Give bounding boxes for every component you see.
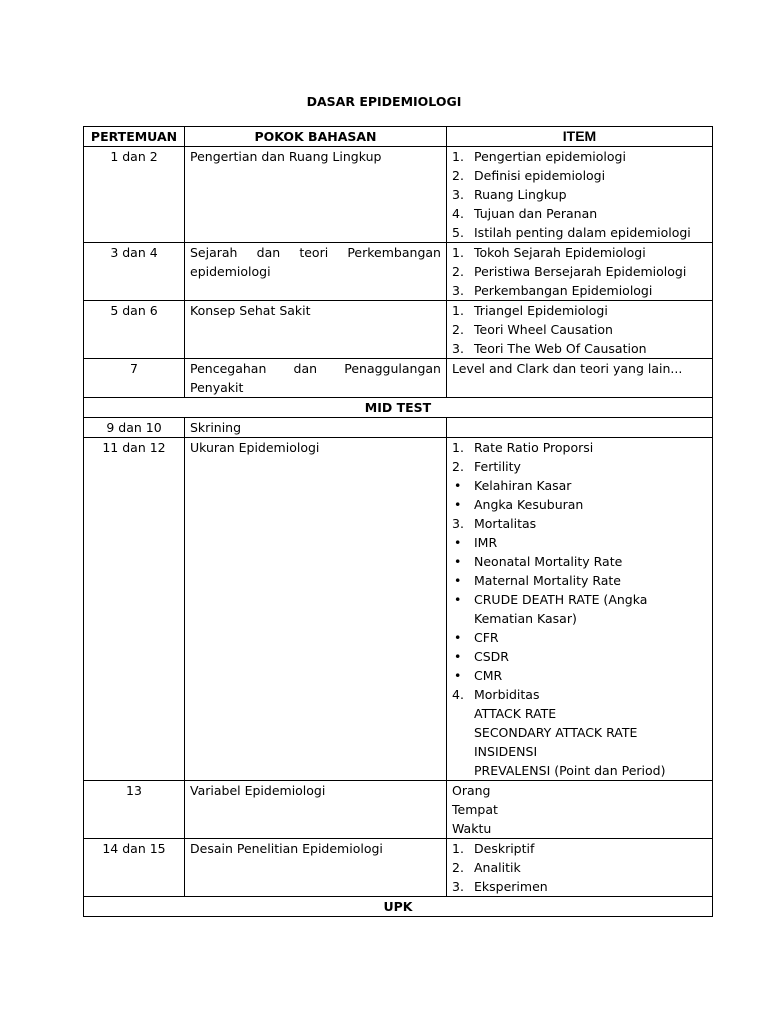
topic-word: teori	[299, 245, 329, 260]
header-topic: POKOK BAHASAN	[185, 127, 447, 147]
list-item-text: Tokoh Sejarah Epidemiologi	[474, 245, 646, 260]
section-row	[84, 398, 713, 418]
list-marker: 3.	[452, 283, 464, 298]
table-row	[84, 438, 713, 781]
list-item	[452, 301, 707, 320]
list-item-text: CFR	[474, 630, 499, 645]
section-label-mid-test: MID TEST	[84, 398, 713, 418]
item-cell	[447, 781, 713, 839]
list-item	[452, 166, 707, 185]
list-item	[452, 476, 707, 495]
list-item	[452, 147, 707, 166]
list-item	[452, 723, 707, 742]
list-item	[452, 320, 707, 339]
topic-word: Penaggulangan	[344, 361, 441, 376]
list-marker: 3.	[452, 879, 464, 894]
list-item-text: IMR	[474, 535, 498, 550]
list-item-text: Teori Wheel Causation	[474, 322, 613, 337]
section-row	[84, 897, 713, 917]
meeting-cell: 5 dan 6	[84, 301, 185, 359]
bullet-icon: •	[454, 668, 462, 683]
meeting-cell: 1 dan 2	[84, 147, 185, 243]
topic-line	[190, 359, 441, 378]
list-item	[452, 571, 707, 590]
list-item	[452, 339, 707, 358]
list-item	[452, 647, 707, 666]
list-marker: 2.	[452, 322, 464, 337]
item-cell	[447, 438, 713, 781]
list-item	[452, 533, 707, 552]
list-item-text: Istilah penting dalam epidemiologi	[474, 225, 691, 240]
bullet-icon: •	[454, 478, 462, 493]
list-item-text: Peristiwa Bersejarah Epidemiologi	[474, 264, 687, 279]
list-item-text: Neonatal Mortality Rate	[474, 554, 623, 569]
topic-cell: Desain Penelitian Epidemiologi	[185, 839, 447, 897]
meeting-cell: 11 dan 12	[84, 438, 185, 781]
bullet-icon: •	[454, 573, 462, 588]
list-item	[452, 590, 707, 628]
bullet-icon: •	[454, 497, 462, 512]
topic-word: dan	[256, 245, 281, 260]
topic-cell: Variabel Epidemiologi	[185, 781, 447, 839]
list-item	[452, 877, 707, 896]
list-item: Orang	[452, 783, 491, 798]
bullet-icon: •	[454, 554, 462, 569]
list-marker: 1.	[452, 149, 464, 164]
topic-word: Sejarah	[190, 245, 238, 260]
topic-cell	[185, 359, 447, 398]
list-marker: 1.	[452, 245, 464, 260]
bullet-icon: •	[454, 630, 462, 645]
list-item-text: CSDR	[474, 649, 509, 664]
list-item-text: PREVALENSI (Point dan Period)	[474, 763, 666, 778]
list-item	[452, 685, 707, 704]
syllabus-table	[83, 126, 713, 917]
list-item	[452, 243, 707, 262]
item-cell	[447, 243, 713, 301]
list-marker: 2.	[452, 168, 464, 183]
list-marker: 3.	[452, 516, 464, 531]
topic-line: Penyakit	[190, 380, 244, 395]
topic-cell: Konsep Sehat Sakit	[185, 301, 447, 359]
list-marker: 1.	[452, 841, 464, 856]
section-label-upk: UPK	[84, 897, 713, 917]
list-item	[452, 514, 707, 533]
list-item	[452, 742, 707, 761]
list-item-text: Eksperimen	[474, 879, 548, 894]
topic-cell: Ukuran Epidemiologi	[185, 438, 447, 781]
document-title: DASAR EPIDEMIOLOGI	[306, 94, 462, 109]
list-item	[452, 223, 707, 242]
item-cell	[447, 301, 713, 359]
table-header-row	[84, 127, 713, 147]
table-row	[84, 839, 713, 897]
list-item	[452, 839, 707, 858]
item-cell: Level and Clark dan teori yang lain...	[447, 359, 713, 398]
list-item	[452, 495, 707, 514]
meeting-cell: 3 dan 4	[84, 243, 185, 301]
header-meeting: PERTEMUAN	[84, 127, 185, 147]
meeting-cell: 13	[84, 781, 185, 839]
header-item: ITEM	[447, 127, 713, 147]
list-item-text: Maternal Mortality Rate	[474, 573, 621, 588]
item-cell	[447, 418, 713, 438]
bullet-icon: •	[454, 649, 462, 664]
topic-cell: Skrining	[185, 418, 447, 438]
list-marker: 4.	[452, 206, 464, 221]
table-row	[84, 301, 713, 359]
list-item-text: SECONDARY ATTACK RATE	[474, 725, 638, 740]
topic-cell	[185, 243, 447, 301]
list-item-text: Fertility	[474, 459, 521, 474]
list-item-text: Kelahiran Kasar	[474, 478, 572, 493]
list-item-text: Angka Kesuburan	[474, 497, 584, 512]
list-marker: 1.	[452, 440, 464, 455]
list-item	[452, 204, 707, 223]
meeting-cell: 14 dan 15	[84, 839, 185, 897]
list-marker: 5.	[452, 225, 464, 240]
list-marker: 3.	[452, 187, 464, 202]
list-item	[452, 628, 707, 647]
list-item	[452, 666, 707, 685]
list-item-text: INSIDENSI	[474, 744, 538, 759]
list-item-text: Mortalitas	[474, 516, 537, 531]
list-marker: 2.	[452, 860, 464, 875]
list-item-text: Perkembangan Epidemiologi	[474, 283, 653, 298]
table-row	[84, 359, 713, 398]
topic-word: Perkembangan	[347, 245, 441, 260]
list-item-text: Triangel Epidemiologi	[474, 303, 608, 318]
list-item-text: Deskriptif	[474, 841, 535, 856]
list-item	[452, 858, 707, 877]
list-item-text: Pengertian epidemiologi	[474, 149, 626, 164]
meeting-cell: 9 dan 10	[84, 418, 185, 438]
item-cell	[447, 147, 713, 243]
list-item-text: Ruang Lingkup	[474, 187, 567, 202]
list-item	[452, 457, 707, 476]
bullet-icon: •	[454, 592, 462, 607]
table-row	[84, 147, 713, 243]
topic-word: Pencegahan	[190, 361, 267, 376]
list-item: Waktu	[452, 821, 492, 836]
list-marker: 3.	[452, 341, 464, 356]
table-row	[84, 781, 713, 839]
list-item	[452, 438, 707, 457]
list-item-text: Rate Ratio Proporsi	[474, 440, 594, 455]
list-item-text: CMR	[474, 668, 503, 683]
list-item-text: Analitik	[474, 860, 521, 875]
table-row	[84, 243, 713, 301]
table-row	[84, 418, 713, 438]
list-marker: 2.	[452, 459, 464, 474]
list-item-text: Tujuan dan Peranan	[474, 206, 598, 221]
topic-line: epidemiologi	[190, 264, 271, 279]
list-marker: 1.	[452, 303, 464, 318]
list-item	[452, 281, 707, 300]
list-marker: 2.	[452, 264, 464, 279]
list-item	[452, 185, 707, 204]
list-item-text: Morbiditas	[474, 687, 540, 702]
meeting-cell: 7	[84, 359, 185, 398]
list-item-text: Definisi epidemiologi	[474, 168, 606, 183]
list-item: Tempat	[452, 802, 498, 817]
list-marker: 4.	[452, 687, 464, 702]
item-cell	[447, 839, 713, 897]
list-item	[452, 704, 707, 723]
list-item	[452, 552, 707, 571]
bullet-icon: •	[454, 535, 462, 550]
topic-cell: Pengertian dan Ruang Lingkup	[185, 147, 447, 243]
topic-line	[190, 243, 441, 262]
list-item-text: ATTACK RATE	[474, 706, 557, 721]
topic-word: dan	[293, 361, 318, 376]
list-item-text: CRUDE DEATH RATE (Angka Kematian Kasar)	[474, 592, 648, 626]
list-item-text: Teori The Web Of Causation	[474, 341, 647, 356]
list-item	[452, 761, 707, 780]
list-item	[452, 262, 707, 281]
